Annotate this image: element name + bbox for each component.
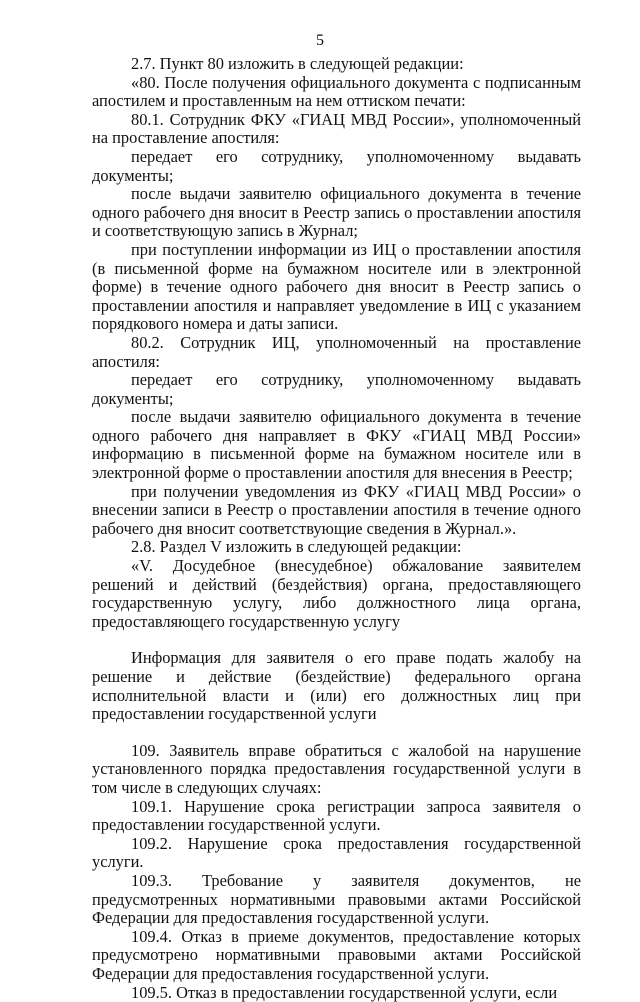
paragraph: 80.1. Сотрудник ФКУ «ГИАЦ МВД России», уполномоченный на проставление апостиля:	[92, 111, 581, 148]
paragraph: «80. После получения официального документа с подписанным апостилем и проставленным на нем оттиском печати:	[92, 74, 581, 111]
paragraph: после выдачи заявителю официального документа в течение одного рабочего дня направляет в ФКУ «ГИАЦ МВД России» информацию в письменной форме на бумажном носителе или в электронной форме о проставлении апостиля для внесения в Реестр;	[92, 408, 581, 482]
paragraph: 2.8. Раздел V изложить в следующей редакции:	[92, 538, 581, 557]
section-heading: «V. Досудебное (внесудебное) обжалование заявителем решений и действий (бездействия) органа, предоставляющего государственную услугу, либо должностного лица органа, предоставляющего государственную услугу	[92, 557, 581, 631]
paragraph: 109.3. Требование у заявителя документов, не предусмотренных нормативными правовыми актами Российской Федерации для предоставления государственной услуги.	[92, 872, 581, 928]
paragraph: 109.2. Нарушение срока предоставления государственной услуги.	[92, 835, 581, 872]
paragraph: при получении уведомления из ФКУ «ГИАЦ МВД России» о внесении записи в Реестр о проставлении апостиля в течение одного рабочего дня вносит соответствующие сведения в Журнал.».	[92, 483, 581, 539]
page-number: 5	[0, 32, 640, 50]
document-body	[92, 55, 581, 1002]
paragraph: 80.2. Сотрудник ИЦ, уполномоченный на проставление апостиля:	[92, 334, 581, 371]
paragraph: передает его сотруднику, уполномоченному выдавать документы;	[92, 148, 581, 185]
info-heading: Информация для заявителя о его праве подать жалобу на решение и действие (бездействие) федерального органа исполнительной власти и (или) его должностных лиц при предоставлении государственной услуги	[92, 649, 581, 723]
paragraph: 109.4. Отказ в приеме документов, предоставление которых предусмотрено нормативными правовыми актами Российской Федерации для предоставления государственной услуги.	[92, 928, 581, 984]
paragraph: 2.7. Пункт 80 изложить в следующей редакции:	[92, 55, 581, 74]
paragraph: передает его сотруднику, уполномоченному выдавать документы;	[92, 371, 581, 408]
paragraph: 109.5. Отказ в предоставлении государственной услуги, если	[92, 984, 581, 1002]
paragraph: 109. Заявитель вправе обратиться с жалобой на нарушение установленного порядка предоставления государственной услуги в том числе в следующих случаях:	[92, 742, 581, 798]
paragraph: 109.1. Нарушение срока регистрации запроса заявителя о предоставлении государственной услуги.	[92, 798, 581, 835]
paragraph: после выдачи заявителю официального документа в течение одного рабочего дня вносит в Реестр запись о проставлении апостиля и соответствующую запись в Журнал;	[92, 185, 581, 241]
paragraph: при поступлении информации из ИЦ о проставлении апостиля (в письменной форме на бумажном носителе или в электронной форме) в течение одного рабочего дня вносит в Реестр запись о проставлении апостиля и направляет уведомление в ИЦ с указанием порядкового номера и даты записи.	[92, 241, 581, 334]
